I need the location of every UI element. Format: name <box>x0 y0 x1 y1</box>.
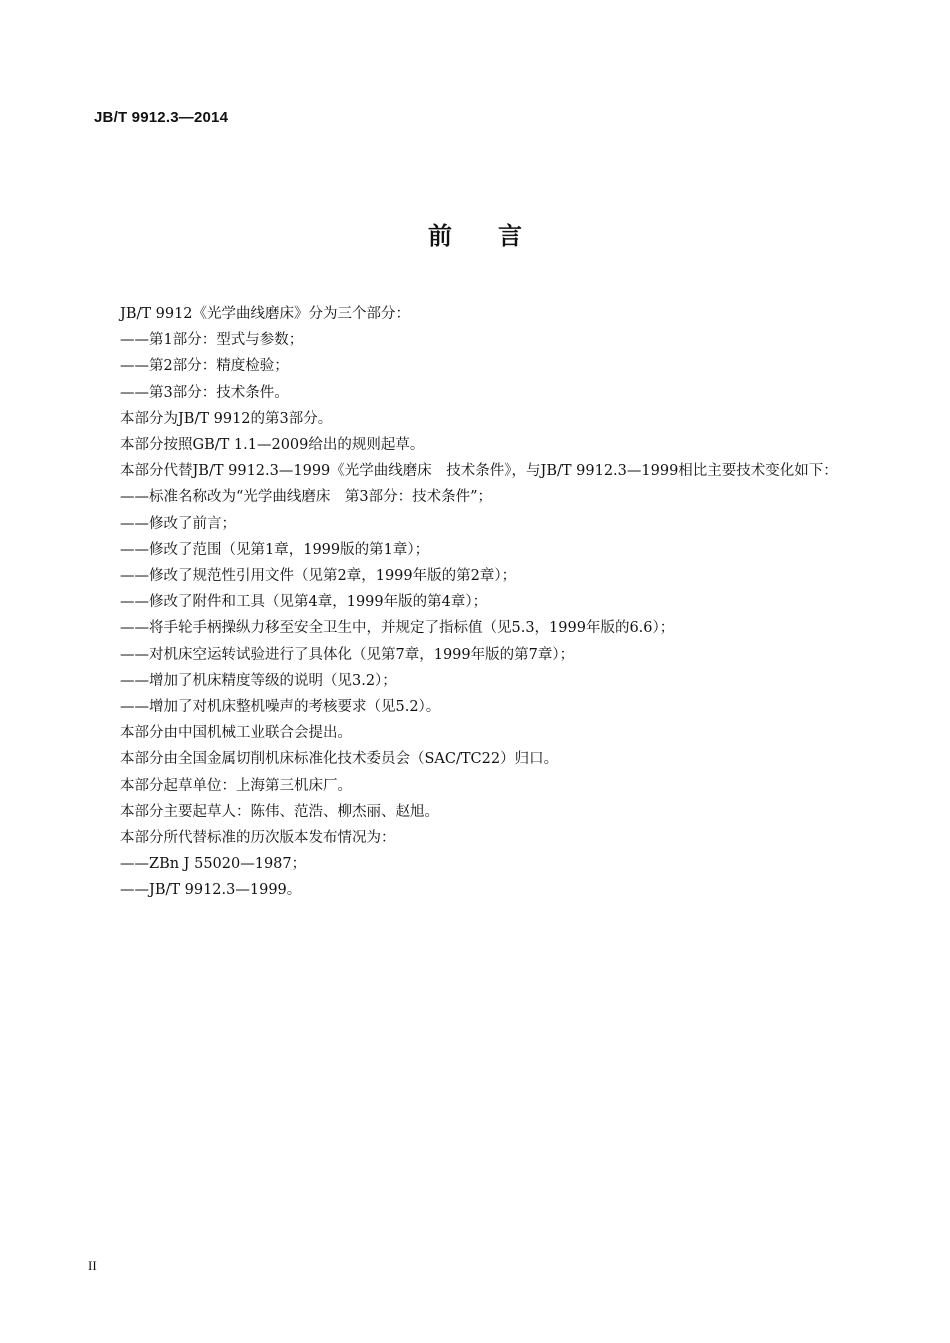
paragraph: 本部分由中国机械工业联合会提出。 <box>120 725 352 742</box>
list-item: ——修改了前言； <box>120 515 236 532</box>
paragraph: 本部分起草单位：上海第三机床厂。 <box>120 777 352 794</box>
list-item: ——修改了附件和工具（见第4章，1999年版的第4章）； <box>120 594 488 611</box>
list-item: ——第2部分：精度检验； <box>120 358 289 375</box>
list-item: ——标准名称改为“光学曲线磨床 第3部分：技术条件”； <box>120 489 493 506</box>
paragraph: 本部分所代替标准的历次版本发布情况为： <box>120 830 396 847</box>
paragraph: 本部分代替JB/T 9912.3—1999《光学曲线磨床 技术条件》，与JB/T 9912.3—1999相比主要技术变化如下： <box>120 463 838 480</box>
foreword-body <box>94 301 854 904</box>
page-title: 前言 <box>428 222 568 250</box>
paragraph: 本部分为JB/T 9912的第3部分。 <box>120 410 333 427</box>
list-item: ——第1部分：型式与参数； <box>120 332 304 349</box>
list-item: ——增加了机床精度等级的说明（见3.2）； <box>120 672 397 689</box>
list-item: ——将手轮手柄操纵力移至安全卫生中，并规定了指标值（见5.3，1999年版的6.6）； <box>120 620 675 637</box>
list-item: ——ZBn J 55020—1987； <box>120 856 307 873</box>
list-item: ——JB/T 9912.3—1999。 <box>120 882 302 899</box>
paragraph: JB/T 9912《光学曲线磨床》分为三个部分： <box>120 306 411 322</box>
paragraph: 本部分主要起草人：陈伟、范浩、柳杰丽、赵旭。 <box>120 803 439 820</box>
paragraph: 本部分按照GB/T 1.1—2009给出的规则起草。 <box>120 437 425 454</box>
list-item: ——修改了范围（见第1章，1999版的第1章）； <box>120 541 430 558</box>
list-item: ——第3部分：技术条件。 <box>120 384 289 401</box>
page-number: II <box>88 1258 97 1273</box>
list-item: ——增加了对机床整机噪声的考核要求（见5.2）。 <box>120 699 441 716</box>
paragraph: 本部分由全国金属切削机床标准化技术委员会（SAC/TC22）归口。 <box>120 751 559 768</box>
list-item: ——修改了规范性引用文件（见第2章，1999年版的第2章）； <box>120 568 517 585</box>
list-item: ——对机床空运转试验进行了具体化（见第7章，1999年版的第7章）； <box>120 646 575 663</box>
standard-code: JB/T 9912.3—2014 <box>94 109 229 126</box>
